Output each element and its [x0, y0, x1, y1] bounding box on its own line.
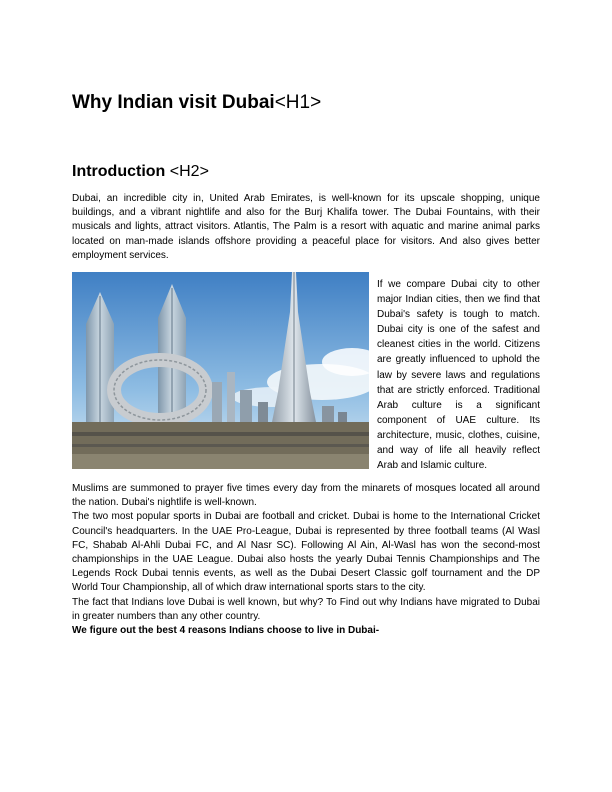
page-title-text: Why Indian visit Dubai [72, 92, 275, 113]
page-title-tag: <H1> [274, 92, 322, 113]
migration-paragraph: The fact that Indians love Dubai is well known, but why? To Find out why Indians have migrated to Dubai in greater numbers than any other country. [72, 596, 540, 622]
sports-paragraph: The two most popular sports in Dubai are football and cricket. Dubai is home to the International Cricket Council's headquarters. In the UAE Pro-League, Dubai is represented by three football teams (Al Wasl FC, Shabab Al-Ahli Dubai FC, and Al Nasr SC). Following Al Ain, Al-Wasl has won the second-most championships in the UAE League. Dubai also hosts the yearly Dubai Tennis Championships and The Legends Rock Dubai tennis events, as well as the Dubai Desert Classic golf tournament and the DP World Tour Championship, all of which draw international sports stars to the city. [72, 511, 540, 594]
safety-paragraph: If we compare Dubai city to other major Indian cities, then we find that Dubai's safety is tough to match. Dubai city is one of the safest and cleanest cities in the world. Citizens are greatly influenced to uphold the law by severe laws and regulations that are strictly enforced. Traditional Arab culture is a significant component of UAE culture. Its architecture, music, clothes, cuisine, and way of life all heavily reflect Arab and Islamic culture. [377, 279, 540, 472]
page-title [72, 92, 321, 114]
reasons-lead-in: We figure out the best 4 reasons Indians choose to live in Dubai- [72, 625, 380, 637]
intro-paragraph: Dubai, an incredible city in, United Arab Emirates, is well-known for its upscale shopping, unique buildings, and a vibrant nightlife and also for the Burj Khalifa tower. The Dubai Fountains, with their musicals and lights, attract visitors. Atlantis, The Palm is a resort with aquatic and marine animal parks located on man-made islands offshore providing a peaceful place for visitors. And also gives better employment services. [72, 193, 540, 261]
section-heading-text: Introduction [72, 163, 166, 180]
dubai-skyline-image [72, 272, 369, 469]
section-heading-tag: <H2> [169, 163, 209, 180]
body-text [72, 482, 540, 638]
prayer-paragraph: Muslims are summoned to prayer five times every day from the minarets of mosques located all around the nation. Dubai's nightlife is well-known. [72, 483, 540, 509]
section-heading-introduction [72, 162, 209, 182]
